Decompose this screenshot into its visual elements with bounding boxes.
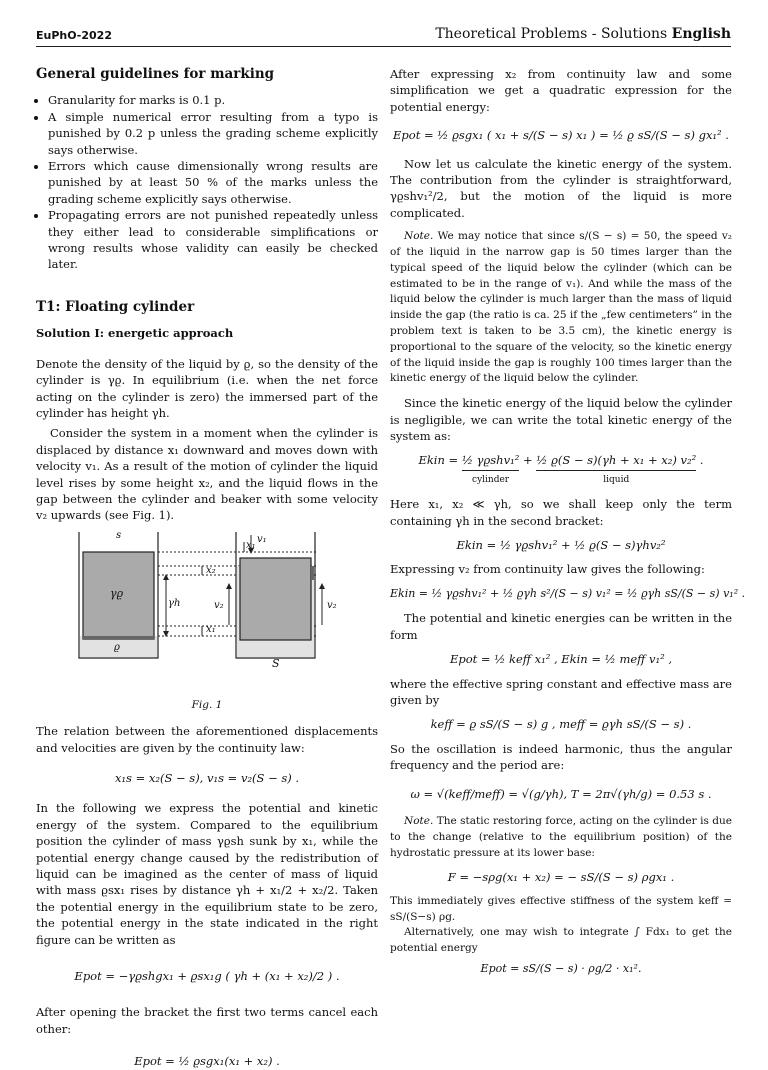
paragraph: This immediately gives effective stiffness of the system keff = sS/(S−s) ρg.: [390, 894, 732, 923]
paragraph: In the following we express the potential and kinetic energy of the system. Compared to the equilibrium position the cylinder of mass γϱsh sunk by x₁, while the potential energy change caused by the redistribution of liquid can be imagined as the center of mass of liquid with mass ϱsx₁ rises by distance γh + x₁/2 + x₂/2. Taken the potential energy in the equilibrium state to be zero, the potential energy in the state indicated in the right figure can be written as: [36, 801, 378, 947]
equation-potential-quadratic: Epot = ½ ϱsgx₁ ( x₁ + s/(S − s) x₁ ) = ½ ϱ sS/(S − s) gx₁² .: [393, 128, 729, 143]
equation-potential-integral: Epot = sS/(S − s) · ρg/2 · x₁².: [480, 961, 642, 975]
guideline-item: • A simple numerical error resulting from a typo is punished by 0.2 p unless the grading scheme explicitly says otherwise.: [48, 109, 378, 158]
paragraph: The relation between the aforementioned displacements and velocities are given by the continuity law:: [36, 724, 378, 755]
label-v2-left: v₂: [214, 599, 224, 611]
guidelines-title: General guidelines for marking: [36, 66, 275, 82]
problem-title: T1: Floating cylinder: [36, 298, 195, 315]
note-text: The static restoring force, acting on the cylinder is due to the change (relative to the equilibrium position) of the hydrostatic pressure at its lower base:: [390, 814, 732, 859]
equation-continuity: x₁s = x₂(S − s), v₁s = v₂(S − s) .: [114, 770, 300, 785]
paragraph: Here x₁, x₂ ≪ γh, so we shall keep only the term containing γh in the second bracket:: [390, 497, 732, 528]
right-column: [390, 66, 746, 977]
page-header: [36, 26, 731, 47]
brace-cylinder: [462, 452, 519, 488]
equation-potential-1: Epot = −γϱshgx₁ + ϱsx₁g ( γh + (x₁ + x₂)/2 ) .: [74, 969, 340, 984]
figure-1: [76, 530, 376, 695]
guideline-item: • Propagating errors are not punished repeatedly unless they either lead to considerable simplifications or wrong results whose validity can easily be checked later.: [48, 207, 378, 273]
note-paragraph: [390, 229, 732, 387]
paragraph: After opening the bracket the first two terms cancel each other:: [36, 1005, 378, 1036]
header-left: EuPhO-2022: [36, 29, 112, 42]
left-column: [36, 66, 378, 1070]
equation-force: F = −sρg(x₁ + x₂) = − sS/(S − s) ρgx₁ .: [447, 870, 675, 885]
label-x1-right: x₁: [246, 539, 256, 551]
paragraph: where the effective spring constant and effective mass are given by: [390, 676, 732, 707]
eq-lhs: Ekin =: [418, 453, 462, 468]
paragraph: Denote the density of the liquid by ϱ, so the density of the cylinder is γϱ. In equilibrium (i.e. when the net force acting on the cylinder is zero) the immersed part of the cylinder has height γh.: [36, 356, 378, 420]
brace-label-liquid: liquid: [536, 470, 696, 488]
equation-energy-form: Epot = ½ keff x₁² , Ekin = ½ meff v₁² ,: [449, 652, 673, 667]
eq-cylinder-term: ½ γϱshv₁²: [461, 453, 520, 468]
figure-caption: Fig. 1: [191, 698, 223, 711]
note-lead: Note.: [404, 230, 434, 243]
paragraph: Alternatively, one may wish to integrate ∫ Fdx₁ to get the potential energy: [390, 926, 732, 955]
label-v1: v₁: [257, 533, 267, 545]
brace-label-cylinder: cylinder: [462, 470, 519, 488]
equation-omega-period: ω = √(keff/meff) = √(g/γh), T = 2π√(γh/g) = 0.53 s .: [410, 786, 712, 801]
paragraph: The potential and kinetic energies can be written in the form: [390, 611, 732, 642]
header-title: Theoretical Problems - Solutions: [435, 26, 668, 42]
label-rho: ϱ: [114, 641, 120, 653]
solution-subtitle: Solution I: energetic approach: [36, 326, 234, 341]
paragraph: Now let us calculate the kinetic energy of the system. The contribution from the cylinder is straightforward, γϱshv₁²/2, but the motion of the liquid is more complicated.: [390, 156, 732, 220]
note-lead: Note.: [404, 814, 434, 827]
equation-kinetic-final: Ekin = ½ γϱshv₁² + ½ ϱγh s²/(S − s) v₁² = ½ ϱγh sS/(S − s) v₁² .: [390, 586, 746, 600]
paragraph: Expressing v₂ from continuity law gives the following:: [390, 562, 705, 577]
paragraph: So the oscillation is indeed harmonic, thus the angular frequency and the period are:: [390, 741, 732, 773]
brace-liquid: [536, 452, 696, 488]
label-x1: x₁: [206, 623, 216, 635]
header-language: English: [671, 26, 731, 42]
header-right: [435, 26, 731, 42]
paragraph: After expressing x₂ from continuity law and some simplification we get a quadratic expression for the potential energy:: [390, 67, 732, 114]
equation-potential-2: Epot = ½ ϱsgx₁(x₁ + x₂) .: [134, 1054, 280, 1069]
guideline-item: • Errors which cause dimensionally wrong results are punished by at least 50 % of the marks unless the grading scheme explicitly says otherwise.: [48, 158, 378, 207]
note-paragraph: [390, 814, 732, 861]
label-v2-right: v₂: [327, 599, 337, 611]
paragraph: Consider the system in a moment when the cylinder is displaced by distance x₁ downward and moves down with velocity v₁. As a result of the motion of cylinder the liquid level rises by some height x₂, and the liquid flows in the gap between the cylinder and beaker with some velocity v₂ upwards (see Fig. 1).: [36, 426, 378, 523]
equation-effective: keff = ϱ sS/(S − s) g , meff = ϱγh sS/(S − s) .: [430, 717, 692, 732]
label-gamma-h: γh: [168, 597, 181, 609]
label-s: s: [116, 529, 122, 541]
label-S: S: [272, 656, 280, 670]
label-x2: x₂: [206, 564, 216, 576]
equation-kinetic-total: Ekin = ½ γϱshv₁² cylinder + ½ ϱ(S − s)(γh + x₁ + x₂) v₂² liquid .: [390, 452, 732, 488]
label-gamma-rho: γϱ: [110, 586, 124, 600]
note-text: We may notice that since s/(S − s) = 50, the speed v₂ of the liquid in the narrow gap is 50 times larger than the typical speed of the liquid below the cylinder (which can be estimated to be in the range of v₁). And while the mass of the liquid below the cylinder is much larger than the mass of liquid inside the gap (the ratio is ca. 25 if the „few centimeters” in the problem text is taken to be 3.5 cm), the kinetic energy is proportional to the square of the velocity, so the kinetic energy of the liquid inside the gap is roughly 100 times larger than the kinetic energy of the liquid below the cylinder.: [390, 230, 732, 385]
equation-kinetic-simplified: Ekin = ½ γϱshv₁² + ½ ϱ(S − s)γhv₂²: [456, 538, 666, 553]
guidelines-list: [36, 92, 378, 272]
guideline-item: • Granularity for marks is 0.1 p.: [48, 92, 378, 108]
eq-liquid-term: ½ ϱ(S − s)(γh + x₁ + x₂) v₂²: [536, 453, 697, 468]
paragraph: Since the kinetic energy of the liquid below the cylinder is negligible, we can write the total kinetic energy of the system as:: [390, 396, 732, 444]
